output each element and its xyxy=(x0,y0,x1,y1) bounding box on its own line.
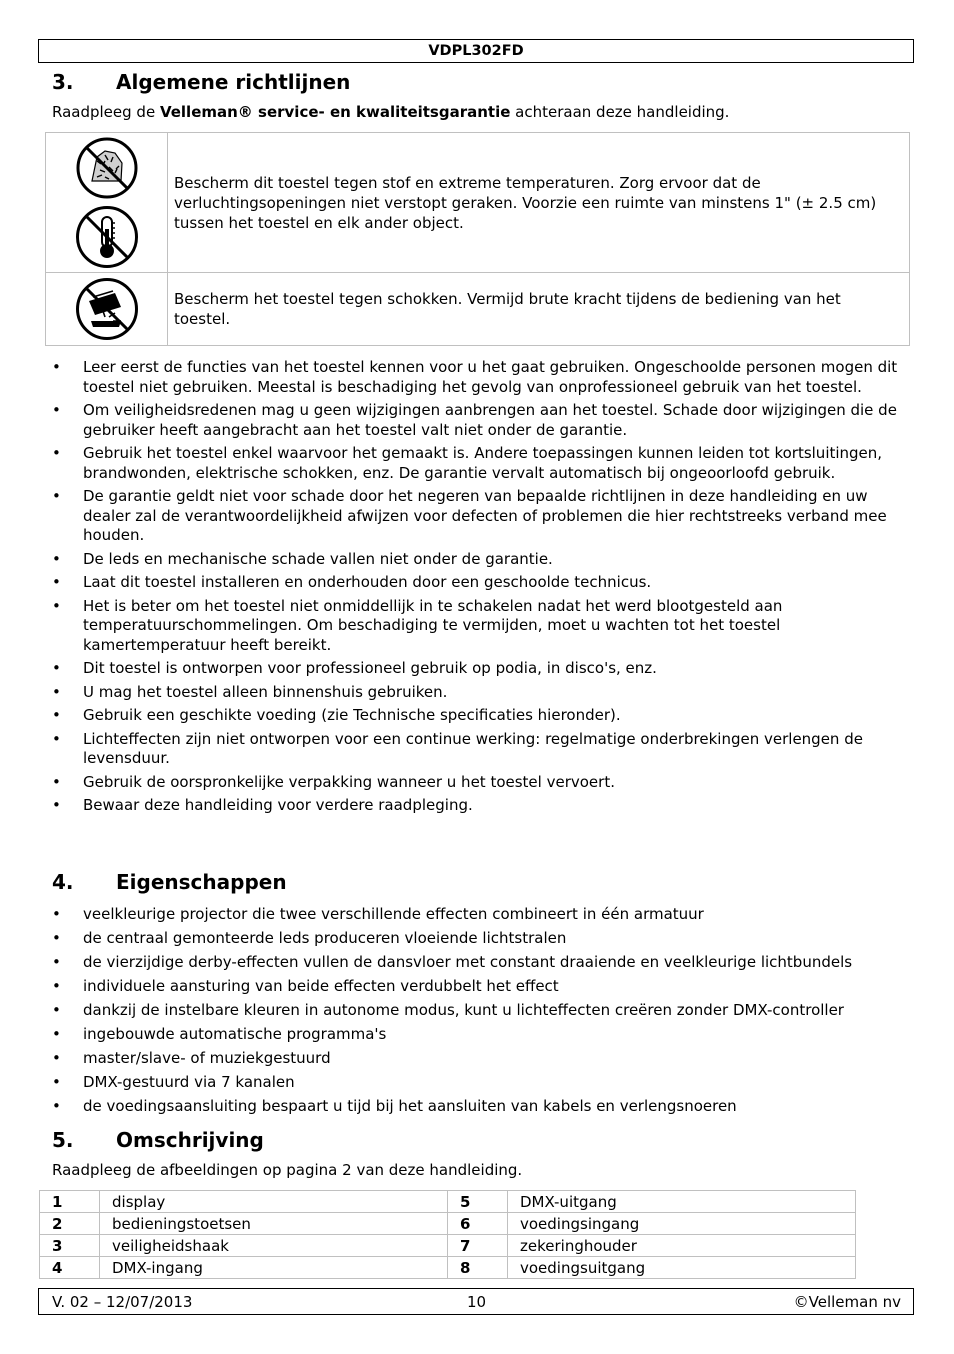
safety-warnings-table xyxy=(45,132,910,346)
page-footer xyxy=(38,1288,914,1315)
part-number: 3 xyxy=(40,1235,100,1257)
features-list xyxy=(52,905,908,1121)
part-number: 4 xyxy=(40,1257,100,1279)
list-item: • Om veiligheidsredenen mag u geen wijzigingen aanbrengen aan het toestel. Schade door wijzigingen die de gebruiker heeft aangebracht aan het toestel valt niet onder de garantie. xyxy=(52,401,908,440)
part-number: 5 xyxy=(448,1191,508,1213)
list-item: • de vierzijdige derby-effecten vullen de dansvloer met constant draaiende en veelkleurige lichtbundels xyxy=(52,953,908,973)
warning-row xyxy=(46,273,910,346)
warranty-reference: Velleman® service- en kwaliteitsgarantie xyxy=(159,103,511,121)
part-label: voedingsingang xyxy=(508,1213,856,1235)
part-number: 1 xyxy=(40,1191,100,1213)
section-4-title xyxy=(52,870,287,894)
part-label: voedingsuitgang xyxy=(508,1257,856,1279)
warning-text-shocks: Bescherm het toestel tegen schokken. Vermijd brute kracht tijdens de bediening van het toestel. xyxy=(168,273,910,346)
part-label: DMX-uitgang xyxy=(508,1191,856,1213)
list-item: • Leer eerst de functies van het toestel kennen voor u het gaat gebruiken. Ongeschoolde personen mogen dit toestel niet gebruiken. Meestal is beschadiging het gevolg van onprofessioneel gebruik van het toestel. xyxy=(52,358,908,397)
no-temperature-icon xyxy=(75,205,139,269)
warning-icons-cell xyxy=(46,273,168,346)
section-number: 4. xyxy=(52,870,74,894)
section-title-text: Algemene richtlijnen xyxy=(116,70,351,94)
section-5-title xyxy=(52,1128,264,1152)
list-item: • Het is beter om het toestel niet onmiddellijk in te schakelen nadat het werd blootgesteld aan temperatuurschommelingen. Om beschadiging te vermijden, moet u wachten tot het toestel kamertemperatuur heeft bereikt. xyxy=(52,597,908,656)
list-item: • Laat dit toestel installeren en onderhouden door een geschoolde technicus. xyxy=(52,573,908,593)
list-item: • DMX-gestuurd via 7 kanalen xyxy=(52,1073,908,1093)
list-item: • veelkleurige projector die twee verschillende effecten combineert in één armatuur xyxy=(52,905,908,925)
part-label: veiligheidshaak xyxy=(100,1235,448,1257)
part-label: display xyxy=(100,1191,448,1213)
list-item: • De garantie geldt niet voor schade door het negeren van bepaalde richtlijnen in deze handleiding en uw dealer zal de verantwoordelijkheid afwijzen voor defecten of problemen die hier rechtstreeks verband mee houden. xyxy=(52,487,908,546)
list-item: • Bewaar deze handleiding voor verdere raadpleging. xyxy=(52,796,908,816)
page-header xyxy=(38,39,914,63)
list-item: • De leds en mechanische schade vallen niet onder de garantie. xyxy=(52,550,908,570)
part-number: 7 xyxy=(448,1235,508,1257)
list-item: • U mag het toestel alleen binnenshuis gebruiken. xyxy=(52,683,908,703)
part-number: 8 xyxy=(448,1257,508,1279)
list-item: • de voedingsaansluiting bespaart u tijd bij het aansluiten van kabels en verlengsnoeren xyxy=(52,1097,908,1117)
list-item: • ingebouwde automatische programma's xyxy=(52,1025,908,1045)
part-label: bedieningstoetsen xyxy=(100,1213,448,1235)
list-item: • Dit toestel is ontworpen voor professioneel gebruik op podia, in disco's, enz. xyxy=(52,659,908,679)
version-date: V. 02 – 12/07/2013 xyxy=(52,1293,193,1311)
table-row xyxy=(40,1191,856,1213)
no-shock-icon xyxy=(75,277,139,341)
section-3-intro: Raadpleeg de Velleman® service- en kwaliteitsgarantie achteraan deze handleiding. xyxy=(52,103,730,121)
warning-icons-cell xyxy=(46,133,168,273)
part-label: zekeringhouder xyxy=(508,1235,856,1257)
table-row xyxy=(40,1235,856,1257)
part-number: 6 xyxy=(448,1213,508,1235)
section-number: 5. xyxy=(52,1128,74,1152)
list-item: • Gebruik een geschikte voeding (zie Technische specificaties hieronder). xyxy=(52,706,908,726)
section-3-title xyxy=(52,70,350,94)
list-item: • master/slave- of muziekgestuurd xyxy=(52,1049,908,1069)
section-number: 3. xyxy=(52,70,74,94)
page-number: 10 xyxy=(467,1293,487,1311)
table-row xyxy=(40,1213,856,1235)
section-title-text: Omschrijving xyxy=(116,1128,264,1152)
list-item: • individuele aansturing van beide effecten verdubbelt het effect xyxy=(52,977,908,997)
model-number: VDPL302FD xyxy=(428,43,524,59)
list-item: • Lichteffecten zijn niet ontworpen voor een continue werking: regelmatige onderbrekingen verlengen de levensduur. xyxy=(52,730,908,769)
no-dust-icon xyxy=(75,137,139,199)
safety-guidelines-list xyxy=(52,358,908,820)
list-item: • Gebruik het toestel enkel waarvoor het gemaakt is. Andere toepassingen kunnen leiden tot kortsluitingen, brandwonden, elektrische schokken, enz. De garantie vervalt automatisch bij ongeoorloofd gebruik. xyxy=(52,444,908,483)
warning-row xyxy=(46,133,910,273)
description-table xyxy=(39,1190,856,1279)
warning-text-dust-temperature: Bescherm dit toestel tegen stof en extreme temperaturen. Zorg ervoor dat de verluchtingsopeningen niet verstopt geraken. Voorzie een ruimte van minstens 1" (± 2.5 cm) tussen het toestel en elk ander object. xyxy=(168,133,910,273)
list-item: • de centraal gemonteerde leds produceren vloeiende lichtstralen xyxy=(52,929,908,949)
part-label: DMX-ingang xyxy=(100,1257,448,1279)
part-number: 2 xyxy=(40,1213,100,1235)
list-item: • Gebruik de oorspronkelijke verpakking wanneer u het toestel vervoert. xyxy=(52,773,908,793)
copyright: ©Velleman nv xyxy=(793,1293,901,1311)
table-row xyxy=(40,1257,856,1279)
list-item: • dankzij de instelbare kleuren in autonome modus, kunt u lichteffecten creëren zonder DMX-controller xyxy=(52,1001,908,1021)
section-title-text: Eigenschappen xyxy=(116,870,287,894)
section-5-intro: Raadpleeg de afbeeldingen op pagina 2 van deze handleiding. xyxy=(52,1161,523,1179)
